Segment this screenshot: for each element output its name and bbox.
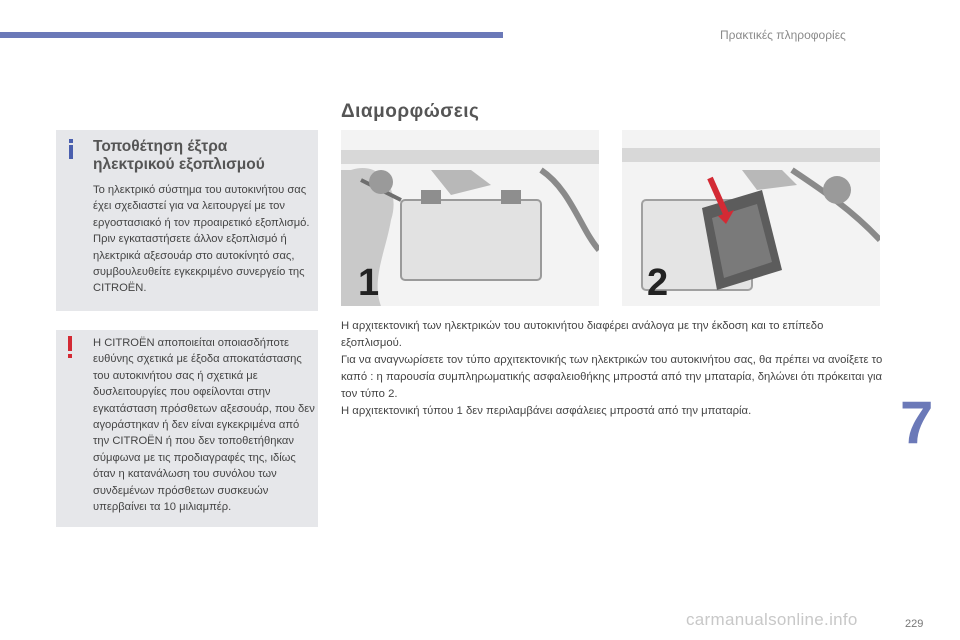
info-box-body: Το ηλεκτρικό σύστημα του αυτοκινήτου σας έχει σχεδιαστεί για να λειτουργεί με τον εργοστασιακό ή τον προαιρετικό εξοπλισμό. Πριν εγκαταστήσετε άλλον εξοπλισμό ή ηλεκτρικά αξεσουάρ στο αυτοκίνητό σας, συμβουλευθείτε εγκεκριμένο συνεργείο της CITROËN.: [93, 184, 310, 295]
info-icon: [66, 139, 76, 159]
paragraph-1: Η αρχιτεκτονική των ηλεκτρικών του αυτοκινήτου διαφέρει ανάλογα με την έκδοση και το επίπεδο εξοπλισμού.: [341, 320, 824, 349]
chapter-number: 7: [900, 389, 934, 456]
watermark: carmanualsonline.info: [686, 610, 858, 629]
paragraph-3: Η αρχιτεκτονική τύπου 1 δεν περιλαμβάνει ασφάλειες μπροστά από την μπαταρία.: [341, 405, 752, 417]
header-section-title: Πρακτικές πληροφορίες: [720, 28, 846, 42]
paragraph-2: Για να αναγνωρίσετε τον τύπο αρχιτεκτονικής των ηλεκτρικών του αυτοκινήτου σας, θα πρέπει να ανοίξετε το καπό : η παρουσία συμπληρωματικής ασφαλειοθήκης μπροστά από την μπαταρία, δηλώνει ότι πρόκειται για τον τύπο 2.: [341, 354, 883, 400]
page-number: 229: [905, 618, 924, 630]
info-box-title: Τοποθέτηση έξτρα ηλεκτρικού εξοπλισμού: [93, 138, 265, 173]
photo-1-number: 1: [358, 262, 380, 304]
engine-bay-photo-1: [341, 130, 599, 306]
main-text: [341, 318, 886, 420]
photo-2-number: 2: [647, 262, 669, 304]
exclamation-icon: [63, 336, 77, 360]
warning-box-body: Η CITROËN αποποιείται οποιασδήποτε ευθύνης σχετικά με έξοδα αποκατάστασης του αυτοκινήτου σας ή σχετικά με δυσλειτουργίες που οφείλονται στην εγκατάσταση πρόσθετων αξεσουάρ, που δεν αγοράστηκαν ή δεν είναι εγκεκριμένα από την CITROËN ή που δεν τοποθετήθηκαν σύμφωνα με τις προδιαγραφές της, ιδίως όταν η κατανάλωση του συνόλου των συνδεμένων πρόσθετων συσκευών υπερβαίνει τα 10 μιλιαμπέρ.: [93, 337, 315, 514]
section-title: Διαμορφώσεις: [341, 101, 480, 122]
header-accent-bar: [0, 32, 503, 38]
